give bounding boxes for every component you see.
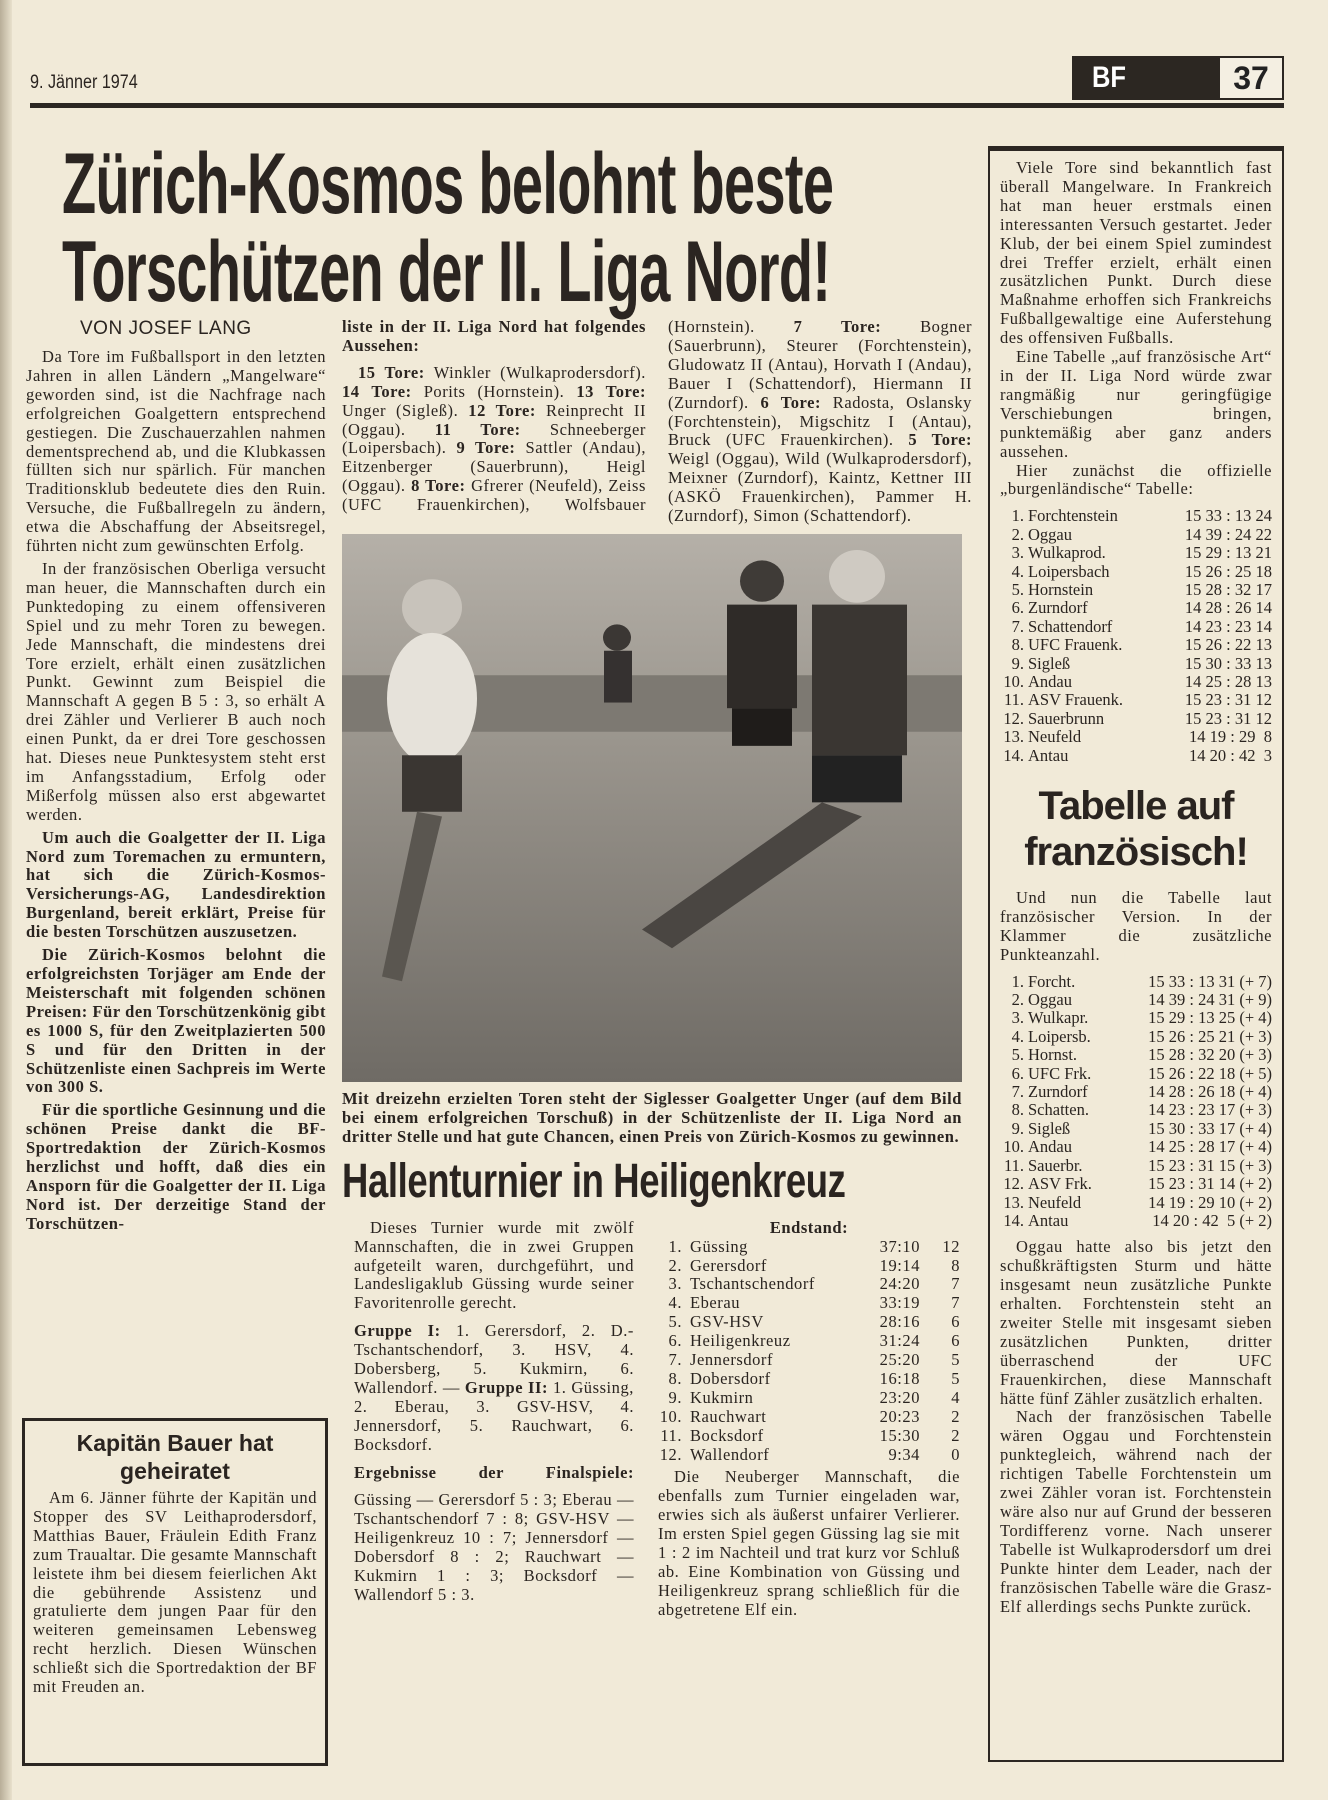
paragraph: Oggau hatte also bis jetzt den schußkräftigsten Sturm und hätte insgesamt neun zusätzliche Punkte erhalten. Forchtenstein steht an zweiter Stelle mit insgesamt sieben zusätzlichen Punkten, dritter überraschend der UFC Frauenkirchen, diese Mannschaft hätte fünf Zähler zusätzlich erhalten. [1000, 1237, 1272, 1408]
table-cell: 3. [1011, 1008, 1024, 1028]
table-cell: Rauchwart [690, 1406, 767, 1426]
kapitaen-box [22, 1418, 328, 1766]
scorer-names: Schneeberger (Loipersbach). [342, 419, 646, 458]
table-cell: 14 19 : 29 10 (+ 2) [1148, 1192, 1272, 1212]
table-cell: 15 23 : 31 14 (+ 2) [1148, 1174, 1272, 1194]
table-cell: 3. [668, 1274, 682, 1294]
table-cell: 15 26 : 22 13 [1184, 635, 1272, 655]
table-cell: 9. [1011, 653, 1024, 673]
scorer-names: Winkler (Wulkaprodersdorf). [433, 362, 646, 382]
table-row [1002, 507, 1272, 525]
table-cell: 10. [1003, 671, 1024, 691]
photo-image [342, 534, 962, 1082]
table-cell: 15 29 : 13 21 [1184, 543, 1272, 563]
table-cell: 14. [1003, 745, 1024, 765]
table-row [1002, 1212, 1272, 1230]
table-row [1002, 599, 1272, 617]
groups-paragraph [354, 1322, 634, 1454]
table-cell: Güssing [690, 1236, 748, 1256]
table-row [658, 1408, 960, 1427]
table-row [1002, 636, 1272, 654]
table-row [658, 1389, 960, 1408]
table-cell: Forcht. [1028, 971, 1076, 991]
table-cell: GSV-HSV [690, 1312, 764, 1332]
table-row [1002, 581, 1272, 599]
table-cell: Kukmirn [690, 1387, 754, 1407]
table-cell: 14 23 : 23 17 (+ 3) [1148, 1100, 1272, 1120]
table-row [1002, 1194, 1272, 1212]
table-cell: 6. [1011, 598, 1024, 618]
table-cell: 7. [1011, 1082, 1024, 1102]
table-cell: 5 [951, 1368, 960, 1388]
headline-line: Torschützen der II. Liga Nord! [62, 224, 831, 320]
table-cell: 14 25 : 28 13 [1184, 671, 1272, 691]
kapitaen-text: Am 6. Jänner führte der Kapitän und Stopper des SV Leithaprodersdorf, Matthias Bauer, Fräulein Edith Franz zum Traualtar. Die gesamte Mannschaft leistete ihm bei diesem feierlichen Akt die gebührende Assistenz und gratulierte dem jungen Paar für den weiteren gemeinsamen Lebensweg recht herzlich. Diesen Wünschen schließt sich die Sportredaktion der BF mit Freuden an. [33, 1488, 317, 1697]
table-row [1002, 544, 1272, 562]
table-cell: Eberau [690, 1293, 741, 1313]
hallenturnier-headline-wrap [342, 1155, 972, 1209]
table-cell: 37:10 [879, 1236, 920, 1256]
paragraph: Für die sportliche Gesinnung und die schönen Preise dankt die BF-Sportredaktion der Zürich-Kosmos herzlichst und hofft, daß dies ein Ansporn für die Goalgetter der II. Liga Nord ist. Der derzeitige Stand der Torschützen- [26, 1100, 326, 1233]
table-cell: 8. [1011, 635, 1024, 655]
table-cell: 11. [1003, 1155, 1024, 1175]
table-row [1002, 973, 1272, 991]
table-cell: 6. [668, 1331, 682, 1351]
table-row [1002, 655, 1272, 673]
table-cell: 10. [1003, 1137, 1024, 1157]
table-cell: 15:30 [879, 1425, 920, 1445]
table-cell: Antau [1028, 745, 1069, 765]
table-cell: 12. [659, 1444, 682, 1464]
table-cell: Sauerbrunn [1028, 708, 1105, 728]
paragraph: Die Zürich-Kosmos belohnt die erfolgreichsten Torjäger am Ende der Meisterschaft mit folgenden schönen Preisen: Für den Torschützenkönig gibt es 1000 S, für den Zweitplazierten 500 S und für den Dritten in der Schützenliste einen Sachpreis im Werte von 300 S. [26, 945, 326, 1097]
paragraph: Dieses Turnier wurde mit zwölf Mannschaften, die in zwei Gruppen aufgeteilt waren, durchgeführt, und Landesligaklub Güssing wurde seiner Favoritenrolle gerecht. [354, 1217, 634, 1313]
paragraph: In der französischen Oberliga versucht man heuer, die Mannschaften durch ein Punktedoping zu einem offensiveren Spiel und zu mehr Toren zu bewegen. Jede Mannschaft, die mindestens drei Tore erzielt, erhält einen zusätzlichen Punkt. Gewinnt zum Beispiel die Mannschaft A gegen B 5 : 3, so erhält A drei Zähler und Verlierer B auch noch einen Punkt, da er drei Tore geschossen hat. Dieses neue Punktesystem steht erst im Anfangsstadium, Erfolg oder Mißerfolg müssen also erst abgewartet werden. [26, 558, 326, 824]
center-columns [342, 318, 972, 1620]
article-column-1 [26, 348, 326, 1238]
scorer-names: Sattler (Andau), Eitzenberger (Sauerbrunn), Heigl (Oggau). [342, 438, 646, 496]
table-row [658, 1294, 960, 1313]
table-cell: 14 23 : 23 14 [1184, 616, 1272, 636]
table-cell: 1. [1011, 506, 1024, 526]
table-cell: 14 25 : 28 17 (+ 4) [1148, 1137, 1272, 1157]
table-row [1002, 691, 1272, 709]
table-cell: 28:16 [879, 1312, 920, 1332]
table-cell: 7. [1011, 616, 1024, 636]
table-cell: 7. [668, 1350, 682, 1370]
table-cell: 13. [1003, 727, 1024, 747]
table-row [658, 1238, 960, 1257]
table-cell: 0 [951, 1444, 960, 1464]
table-cell: 15 26 : 25 18 [1184, 561, 1272, 581]
table-cell: 24:20 [879, 1274, 920, 1294]
table-row [1002, 618, 1272, 636]
table-cell: 7 [951, 1293, 960, 1313]
table-cell: 14 28 : 26 14 [1184, 598, 1272, 618]
standings-block [658, 1219, 960, 1620]
table-cell: UFC Frauenk. [1028, 635, 1123, 655]
issue-date: 9. Jänner 1974 [30, 72, 138, 93]
table-cell: Oggau [1028, 524, 1072, 544]
table-row [658, 1313, 960, 1332]
table-cell: 23:20 [879, 1387, 920, 1407]
table-cell: 5 [951, 1350, 960, 1370]
table-cell: Dobersdorf [690, 1368, 771, 1388]
table-cell: 11. [660, 1425, 682, 1445]
table-cell: 2. [1011, 524, 1024, 544]
paragraph: Nach der französischen Tabelle wären Oggau und Forchtenstein punktegleich, während nach der richtigen Tabelle Forchtenstein um zwei Zähler voran ist. Forchtenstein wäre also nur auf Grund der besseren Tordifferenz vorne. Nach unserer Tabelle ist Wulkaprodersdorf um drei Punkte hinter dem Leader, nach der französischen Tabelle wäre die Grasz-Elf allerdings sechs Punkte zurück. [1000, 1407, 1272, 1616]
table-cell: 8. [1011, 1100, 1024, 1120]
table-row [1002, 1009, 1272, 1027]
table-cell: Sigleß [1028, 653, 1071, 673]
table-cell: ASV Frauenk. [1028, 690, 1124, 710]
scorer-goals: 7 Tore: [793, 317, 882, 336]
paragraph: Viele Tore sind bekanntlich fast überall Mangelware. In Frankreich hat man heuer erstmals einen interessanten Versuch gestartet. Jeder Klub, der bei einem Spiel zumindest drei Treffer erzielt, erhält einen zusätzlichen Punkt. Durch diese Maßnahme erhoffen sich Frankreichs Fußballgewaltige eine Auferstehung des offensiven Fußballs. [1000, 158, 1272, 348]
table-cell: 4. [1011, 1026, 1024, 1046]
scorer-names: Porits (Hornstein). [423, 381, 565, 401]
table-cell: Wallendorf [690, 1444, 770, 1464]
table-cell: 3. [1011, 543, 1024, 563]
table-row [1002, 1175, 1272, 1193]
paragraph: Eine Tabelle „auf französische Art“ in der II. Liga Nord würde zwar rangmäßig nur geringfügige Verschiebungen bringen, punktemäßig aber ganz anders aussehen. [1000, 347, 1272, 461]
table-row [1002, 991, 1272, 1009]
table-cell: 19:14 [879, 1255, 920, 1275]
standings-title: Endstand: [769, 1217, 849, 1237]
table-cell: 6. [1011, 1063, 1024, 1083]
table-cell: Schattendorf [1028, 616, 1113, 636]
table-row [1002, 710, 1272, 728]
scorer-goals: 12 Tore: [468, 400, 536, 420]
table-cell: Hornst. [1028, 1045, 1078, 1065]
table-row [658, 1351, 960, 1370]
official-table [1002, 507, 1272, 765]
table-cell: 8 [951, 1255, 960, 1275]
table-row [1002, 1028, 1272, 1046]
table-cell: 31:24 [879, 1331, 920, 1351]
table-cell: 5. [1011, 1045, 1024, 1065]
scorer-names: Gfrerer (Neufeld), Zeiss (UFC Frauenkirchen), Wolfsbauer (Hornstein). [342, 317, 755, 515]
table-cell: Heiligenkreuz [690, 1331, 791, 1351]
table-cell: Andau [1028, 671, 1072, 691]
table-cell: 5. [1011, 579, 1024, 599]
brand-label: BF [1092, 61, 1126, 94]
scorer-goals: 14 Tore: [342, 381, 412, 401]
table-cell: 15 23 : 31 15 (+ 3) [1148, 1155, 1272, 1175]
table-row [1002, 1101, 1272, 1119]
table-cell: Neufeld [1028, 727, 1082, 747]
group-text: 1. Gerersdorf, 2. D.-Tschantschendorf, 3. HSV, 4. Dobersberg, 5. Kukmirn, 6. Wallendorf. — [354, 1321, 634, 1397]
scorer-names: Reinprecht II (Oggau). [342, 400, 646, 439]
table-cell: Gerersdorf [690, 1255, 767, 1275]
table-row [658, 1332, 960, 1351]
table-cell: 8. [668, 1368, 682, 1388]
scorer-names: Weigl (Oggau), Wild (Wulkaprodersdorf), Meixner (Zurndorf), Kaintz, Kettner III (ASKÖ Frauenkirchen), Pammer H. (Zurndorf), Simon (Schattendorf). [668, 449, 972, 526]
match-photo [342, 534, 962, 1082]
hallenturnier-headline: Hallenturnier in Heiligenkreuz [342, 1154, 846, 1208]
table-cell: 15 30 : 33 17 (+ 4) [1148, 1118, 1272, 1138]
table-cell: 9. [1011, 1118, 1024, 1138]
table-cell: 14 39 : 24 31 (+ 9) [1148, 990, 1272, 1010]
group-label: Gruppe I: [354, 1321, 441, 1341]
table-cell: 12 [942, 1236, 960, 1256]
results-label: Ergebnisse der Finalspiele: [354, 1462, 634, 1482]
scorer-goals: 5 Tore: [908, 430, 972, 450]
table-cell: 15 26 : 22 18 (+ 5) [1148, 1063, 1272, 1083]
table-cell: 33:19 [879, 1293, 920, 1313]
table-cell: Wulkaprod. [1028, 543, 1106, 563]
scorer-list [342, 318, 972, 526]
table-cell: Loipersb. [1028, 1026, 1091, 1046]
paragraph: Da Tore im Fußballsport in den letzten Jahren in allen Ländern „Mangelware“ geworden sind, ist die Nachfrage nach erfolgreichen Goalgettern entsprechend gestiegen. Die Zuschauerzahlen nahmen dementsprechend ab, und die Klubkassen füllten sich nur spärlich. Für manchen Traditionsklub bedeutete dies den Ruin. Versuche, die Fußballregeln zu ändern, etwa die Abschaffung der Abseitsregel, führten nicht zum gewünschten Erfolg. [26, 347, 326, 556]
table-cell: Antau [1028, 1210, 1069, 1230]
table-row [1002, 747, 1272, 765]
table-cell: 15 23 : 31 12 [1184, 690, 1272, 710]
table-cell: 10. [659, 1406, 682, 1426]
table-row [1002, 673, 1272, 691]
table-cell: Andau [1028, 1137, 1072, 1157]
table-row [1002, 728, 1272, 746]
table-row [1002, 1120, 1272, 1138]
table-row [658, 1370, 960, 1389]
page-edge [0, 0, 12, 1800]
table-cell: 2 [951, 1406, 960, 1426]
table-cell: Hornstein [1028, 579, 1094, 599]
table-row [1002, 1046, 1272, 1064]
table-cell: Sauerbr. [1028, 1155, 1083, 1175]
table-row [1002, 563, 1272, 581]
table-cell: 1. [1011, 971, 1024, 991]
paragraph: Und nun die Tabelle laut französischer Version. In der Klammer die zusätzliche Punkteanzahl. [1000, 888, 1272, 964]
table-cell: 15 30 : 33 13 [1184, 653, 1272, 673]
table-cell: 15 33 : 13 24 [1184, 506, 1272, 526]
table-cell: Bocksdorf [690, 1425, 764, 1445]
scorer-goals: 15 Tore: [358, 362, 425, 382]
byline: VON JOSEF LANG [80, 318, 252, 339]
table-cell: 5. [668, 1312, 682, 1332]
table-cell: 14 20 : 42 3 [1189, 745, 1272, 765]
table-cell: UFC Frk. [1028, 1063, 1092, 1083]
table-row [658, 1257, 960, 1276]
table-cell: 7 [951, 1274, 960, 1294]
table-cell: 11. [1003, 690, 1024, 710]
scorer-names: Unger (Sigleß). [342, 400, 459, 420]
table-cell: Forchtenstein [1028, 506, 1118, 526]
table-cell: 14 19 : 29 8 [1189, 727, 1272, 747]
sidebar-box [988, 146, 1284, 1762]
table-row [1002, 1065, 1272, 1083]
main-headline [62, 136, 834, 320]
table-cell: 12. [1003, 708, 1024, 728]
table-row [1002, 1083, 1272, 1101]
table-cell: 15 33 : 13 31 (+ 7) [1148, 971, 1272, 991]
table-cell: 15 26 : 25 21 (+ 3) [1148, 1026, 1272, 1046]
table-cell: 15 28 : 32 17 [1184, 579, 1272, 599]
table-cell: 4. [1011, 561, 1024, 581]
table-cell: 14. [1003, 1210, 1024, 1230]
standings-table [658, 1238, 960, 1465]
table-cell: Zurndorf [1028, 1082, 1088, 1102]
table-cell: Zurndorf [1028, 598, 1088, 618]
table-row [658, 1275, 960, 1294]
scorer-goals: 8 Tore: [411, 476, 466, 496]
table-cell: 14 20 : 42 5 (+ 2) [1152, 1210, 1272, 1230]
french-table [1002, 973, 1272, 1231]
sidebar-heading: Tabelle auf französisch! [1024, 784, 1248, 874]
scorer-goals: 13 Tore: [576, 381, 646, 401]
page-number: 37 [1220, 58, 1282, 98]
table-cell: ASV Frk. [1028, 1174, 1092, 1194]
table-cell: 6 [951, 1331, 960, 1351]
table-cell: 20:23 [879, 1406, 920, 1426]
table-cell: Tschantschendorf [690, 1274, 815, 1294]
scorer-goals: 11 Tore: [434, 419, 521, 439]
scorer-goals: 6 Tore: [760, 392, 822, 412]
table-cell: Schatten. [1028, 1100, 1089, 1120]
table-cell: 1. [668, 1236, 682, 1256]
table-cell: Loipersbach [1028, 561, 1110, 581]
table-cell: 15 29 : 13 25 (+ 4) [1148, 1008, 1272, 1028]
table-cell: 2. [1011, 990, 1024, 1010]
scorer-names: Bogner (Sauerbrunn), Steurer (Forchtenstein), Gludowatz II (Antau), Horvath I (Andau), Bauer I (Schattendorf), Hiermann II (Zurndorf). [668, 317, 972, 412]
table-cell: 25:20 [879, 1350, 920, 1370]
table-row [1002, 526, 1272, 544]
headline-line: Zürich-Kosmos belohnt beste [62, 136, 834, 232]
table-cell: 9. [668, 1387, 682, 1407]
table-cell: 13. [1003, 1192, 1024, 1212]
table-cell: Jennersdorf [690, 1350, 774, 1370]
scorer-names: Radosta, Oslansky (Forchtenstein), Migschitz I (Antau), Bruck (UFC Frauenkirchen). [668, 392, 972, 450]
group-text: 1. Güssing, 2. Eberau, 3. GSV-HSV, 4. Jennersdorf, 5. Rauchwart, 6. Bocksdorf. [354, 1377, 634, 1454]
table-row [658, 1427, 960, 1446]
table-cell: 2 [951, 1425, 960, 1445]
paragraph: Um auch die Goalgetter der II. Liga Nord zum Toremachen zu ermuntern, hat sich die Zürich-Kosmos-Versicherungs-AG, Landesdirektion Burgenland, bereit erklärt, Preise für die besten Torschützen auszusetzen. [26, 827, 326, 942]
paragraph: Die Neuberger Mannschaft, die ebenfalls zum Turnier eingeladen war, erwies sich als äußerst unfairer Verlierer. Im ersten Spiel gegen Güssing lag sie mit 1 : 2 im Nachteil und trat kurz vor Schluß ab. Eine Kombination von Güssing und Heiligenkreuz sprang schließlich für die abgetretene Elf ein. [658, 1467, 960, 1619]
hallenturnier-text [342, 1219, 634, 1620]
group-label: Gruppe II: [464, 1377, 549, 1397]
table-cell: 15 23 : 31 12 [1184, 708, 1272, 728]
table-cell: Oggau [1028, 990, 1072, 1010]
results-text: Güssing — Gerersdorf 5 : 3; Eberau — Tschantschendorf 7 : 8; GSV-HSV — Heiligenkreuz 10 : 7; Jennersdorf — Dobersdorf 8 : 2; Rauchwart — Kukmirn 1 : 3; Bocksdorf — Wallendorf 5 : 3. [354, 1490, 634, 1604]
table-cell: 4 [951, 1387, 960, 1407]
table-row [1002, 1138, 1272, 1156]
table-row [658, 1446, 960, 1465]
table-cell: 2. [668, 1255, 682, 1275]
table-cell: 9:34 [888, 1444, 920, 1464]
paragraph: Hier zunächst die offizielle „burgenländische“ Tabelle: [1000, 460, 1272, 499]
table-cell: 16:18 [879, 1368, 920, 1388]
table-cell: 14 28 : 26 18 (+ 4) [1148, 1082, 1272, 1102]
photo-caption: Mit dreizehn erzielten Toren steht der Siglesser Goalgetter Unger (auf dem Bild bei einem erfolgreichen Torschuß) in der Schützenliste der II. Liga Nord an dritter Stelle und hat gute Chancen, einen Preis von Zürich-Kosmos zu gewinnen. [342, 1088, 962, 1146]
table-row [1002, 1157, 1272, 1175]
masthead-box [1072, 56, 1284, 100]
hallenturnier-body [342, 1219, 972, 1620]
table-cell: 15 28 : 32 20 (+ 3) [1148, 1045, 1272, 1065]
table-cell: 6 [951, 1312, 960, 1332]
table-cell: Neufeld [1028, 1192, 1082, 1212]
scorer-goals: 9 Tore: [456, 438, 516, 458]
header-rule [30, 103, 1284, 108]
table-cell: 14 39 : 24 22 [1184, 524, 1272, 544]
table-cell: Sigleß [1028, 1118, 1071, 1138]
scorer-intro: liste in der II. Liga Nord hat folgendes Aussehen: [342, 317, 646, 355]
table-cell: 12. [1003, 1174, 1024, 1194]
table-cell: Wulkapr. [1028, 1008, 1089, 1028]
table-cell: 4. [668, 1293, 682, 1313]
kapitaen-title: Kapitän Bauer hat geheiratet [76, 1430, 274, 1484]
